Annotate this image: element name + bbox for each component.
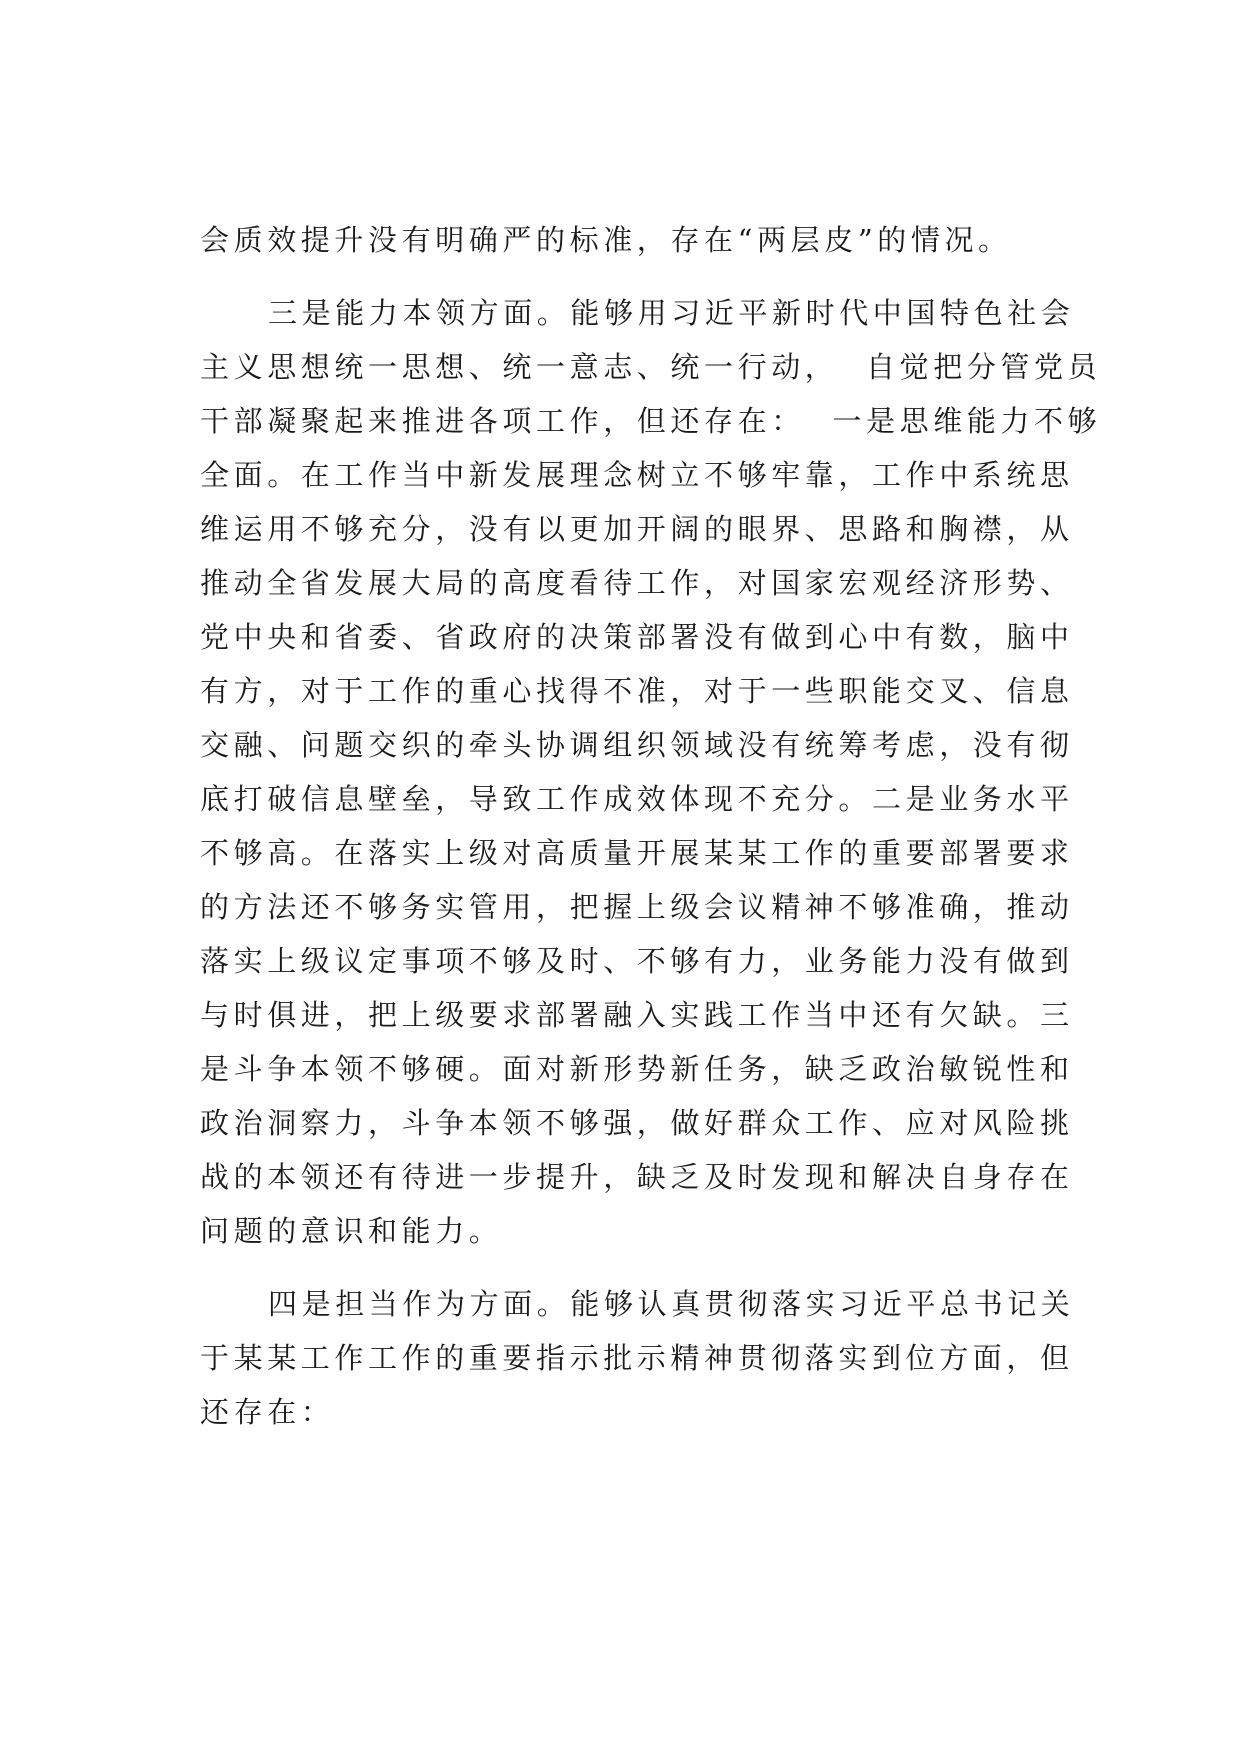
text-line: 战的本领还有待进一步提升，缺乏及时发现和解决自身存在 — [200, 1160, 1074, 1194]
text-line: 会质效提升没有明确严的标准，存在“两层皮”的情况。 — [200, 223, 1012, 257]
text-line: 政治洞察力，斗争本领不够强，做好群众工作、应对风险挑 — [200, 1106, 1074, 1140]
text-line: 问题的意识和能力。 — [200, 1214, 503, 1248]
text-line: 主义思想统一思想、统一意志、统一行动， 自觉把分管党员 — [200, 350, 1102, 384]
text-line: 与时俱进，把上级要求部署融入实践工作当中还有欠缺。三 — [200, 998, 1074, 1032]
text-line: 于某某工作工作的重要指示批示精神贯彻落实到位方面，但 — [200, 1341, 1074, 1375]
text-line: 的方法还不够务实管用，把握上级会议精神不够准确，推动 — [200, 890, 1074, 924]
text-line: 不够高。在落实上级对高质量开展某某工作的重要部署要求 — [200, 836, 1074, 870]
text-line: 有方，对于工作的重心找得不准，对于一些职能交叉、信息 — [200, 674, 1074, 708]
paragraph-start-line: 三是能力本领方面。能够用习近平新时代中国特色社会 — [268, 296, 1075, 330]
text-line: 是斗争本领不够硬。面对新形势新任务，缺乏政治敏锐性和 — [200, 1052, 1074, 1086]
text-line: 还存在： — [200, 1395, 335, 1429]
text-line: 干部凝聚起来推进各项工作，但还存在： 一是思维能力不够 — [200, 404, 1102, 438]
text-line: 维运用不够充分，没有以更加开阔的眼界、思路和胸襟，从 — [200, 512, 1074, 546]
text-line: 交融、问题交织的牵头协调组织领域没有统筹考虑，没有彻 — [200, 728, 1074, 762]
text-line: 底打破信息壁垒，导致工作成效体现不充分。二是业务水平 — [200, 782, 1074, 816]
paragraph-start-line: 四是担当作为方面。能够认真贯彻落实习近平总书记关 — [268, 1287, 1075, 1321]
text-line: 全面。在工作当中新发展理念树立不够牢靠，工作中系统思 — [200, 458, 1074, 492]
text-line: 落实上级议定事项不够及时、不够有力，业务能力没有做到 — [200, 944, 1074, 978]
text-line: 党中央和省委、省政府的决策部署没有做到心中有数，脑中 — [200, 620, 1074, 654]
text-line: 推动全省发展大局的高度看待工作，对国家宏观经济形势、 — [200, 566, 1074, 600]
